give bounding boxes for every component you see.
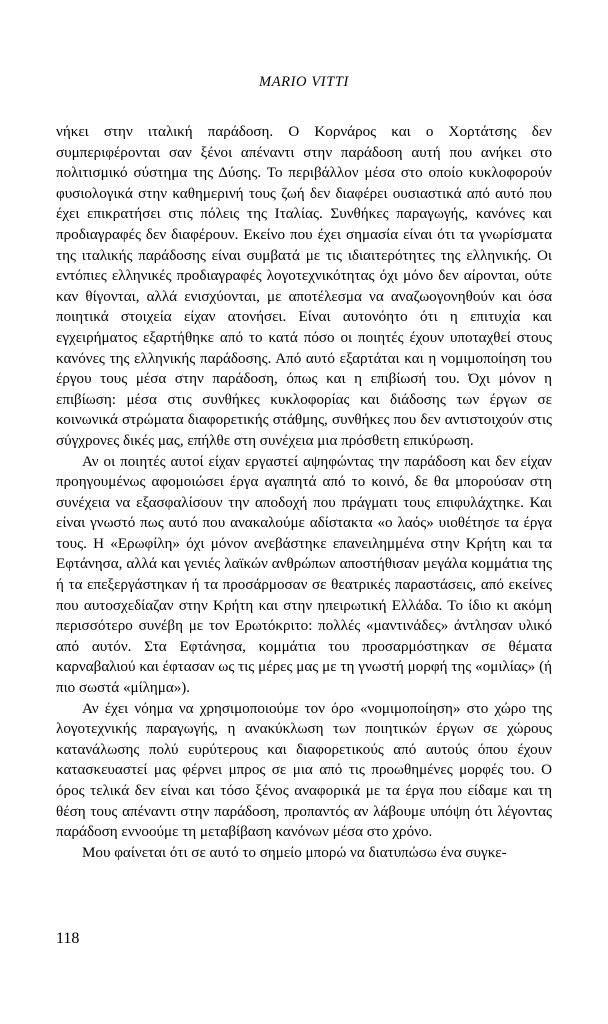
page-number: 118 — [56, 930, 80, 947]
running-head: MARIO VITTI — [259, 74, 349, 90]
paragraph: Αν οι ποιητές αυτοί είχαν εργαστεί αψηφώντας την παράδοση και δεν είχαν προηγουμένως αφομοιώσει έργα αγαπητά από το κοινό, δε θα μπορούσαν στη συνέχεια να εξασφαλίσουν την αποδοχή που πράγματι τους επιφυλάχτηκε. Και είναι γνωστό πως αυτό που ανακαλούμε αδίστακτα «ο λαός» υιοθέτησε τα έργα τους. Η «Ερωφίλη» όχι μόνον ανεβάστηκε επανειλημμένα στην Κρήτη και τα Εφτάνησα, αλλά και γενιές λαϊκών ανθρώπων αποστήθισαν μεγάλα κομμάτια της ή τα επεξεργάστηκαν ή τα προσάρμοσαν σε θεατρικές παραστάσεις, από εκείνες που αυτοσχεδίαζαν στην Κρήτη και στην ηπειρωτική Ελλάδα. Το ίδιο κι ακόμη περισσότερο συνέβη με τον Ερωτόκριτο: πολλές «μαντινάδες» άντλησαν υλικό από αυτόν. Στα Εφτάνησα, κομμάτια του προσαρμόστηκαν σε θέματα καρναβαλιού και έφτασαν ως τις μέρες μας με τη γνωστή μορφή της «ομιλίας» (ή πιο σωστά «μίλημα»). — [56, 453, 552, 697]
body-text — [56, 122, 552, 863]
paragraph: νήκει στην ιταλική παράδοση. Ο Κορνάρος και ο Χορτάτσης δεν συμπεριφέρονται σαν ξένοι απέναντι στην παράδοση αυτή που ανήκει στο πολιτισμικό σύστημα της Δύσης. Το περιβάλλον μέσα στο οποίο κυκλοφορούν φυσιολογικά στην καθημερινή τους ζωή δεν διαφέρει ουσιαστικά από αυτό που έχει επικρατήσει στις πόλεις της Ιταλίας. Συνθήκες παραγωγής, κανόνες και προδιαγραφές δεν διαφέρουν. Εκείνο που έχει σημασία είναι ότι τα γνωρίσματα της ιταλικής παράδοσης είναι συμβατά με τις ιδιαιτερότητες της ελληνικής. Οι εντόπιες ελληνικές προδιαγραφές λογοτεχνικότητας όχι μόνο δεν αίρονται, ούτε καν θίγονται, αλλά ενισχύονται, με αποτέλεσμα να αναζωογονηθούν και όσα ποιητικά στοιχεία είχαν ατονήσει. Είναι αυτονόητο ότι η επιτυχία και εγχειρήματος εξαρτήθηκε από το κατά πόσο οι ποιητές έχουν υποταχθεί στους κανόνες της ελληνικής παράδοσης. Από αυτό εξαρτάται και η νομιμοποίηση του έργου τους μέσα στην παράδοση, όπως και η επιβίωσή του. Όχι μόνον η επιβίωση: μέσα στις συνθήκες κυκλοφορίας και διάδοσης των έργων σε κοινωνικά στρώματα διαφορετικής στάθμης, συνθήκες που δεν αντιστοιχούν στις σύγχρονες δικές μας, επήλθε στη συνέχεια μια πρόσθετη επικύρωση. — [56, 124, 552, 449]
paragraph: Αν έχει νόημα να χρησιμοποιούμε τον όρο «νομιμοποίηση» στο χώρο της λογοτεχνικής παραγωγής, η ανακύκλωση των ποιητικών έργων σε χώρους κατανάλωσης πολύ ευρύτερους και διαφορετικούς από αυτούς όπου έχουν κατασκευαστεί μας φέρνει μπρος σε μια από τις προωθημένες μορφές του. Ο όρος τελικά δεν είναι και τόσο ξένος αναφορικά με τα έργα που είδαμε και τη θέση τους απέναντι στην παράδοση, προπαντός αν λάβουμε υπόψη ότι λέγοντας παράδοση εννοούμε τη μεταβίβαση κανόνων μέσα στο χρόνο. — [56, 700, 552, 841]
paragraph: Μου φαίνεται ότι σε αυτό το σημείο μπορώ να διατυπώσω ένα συγκε- — [82, 844, 507, 861]
